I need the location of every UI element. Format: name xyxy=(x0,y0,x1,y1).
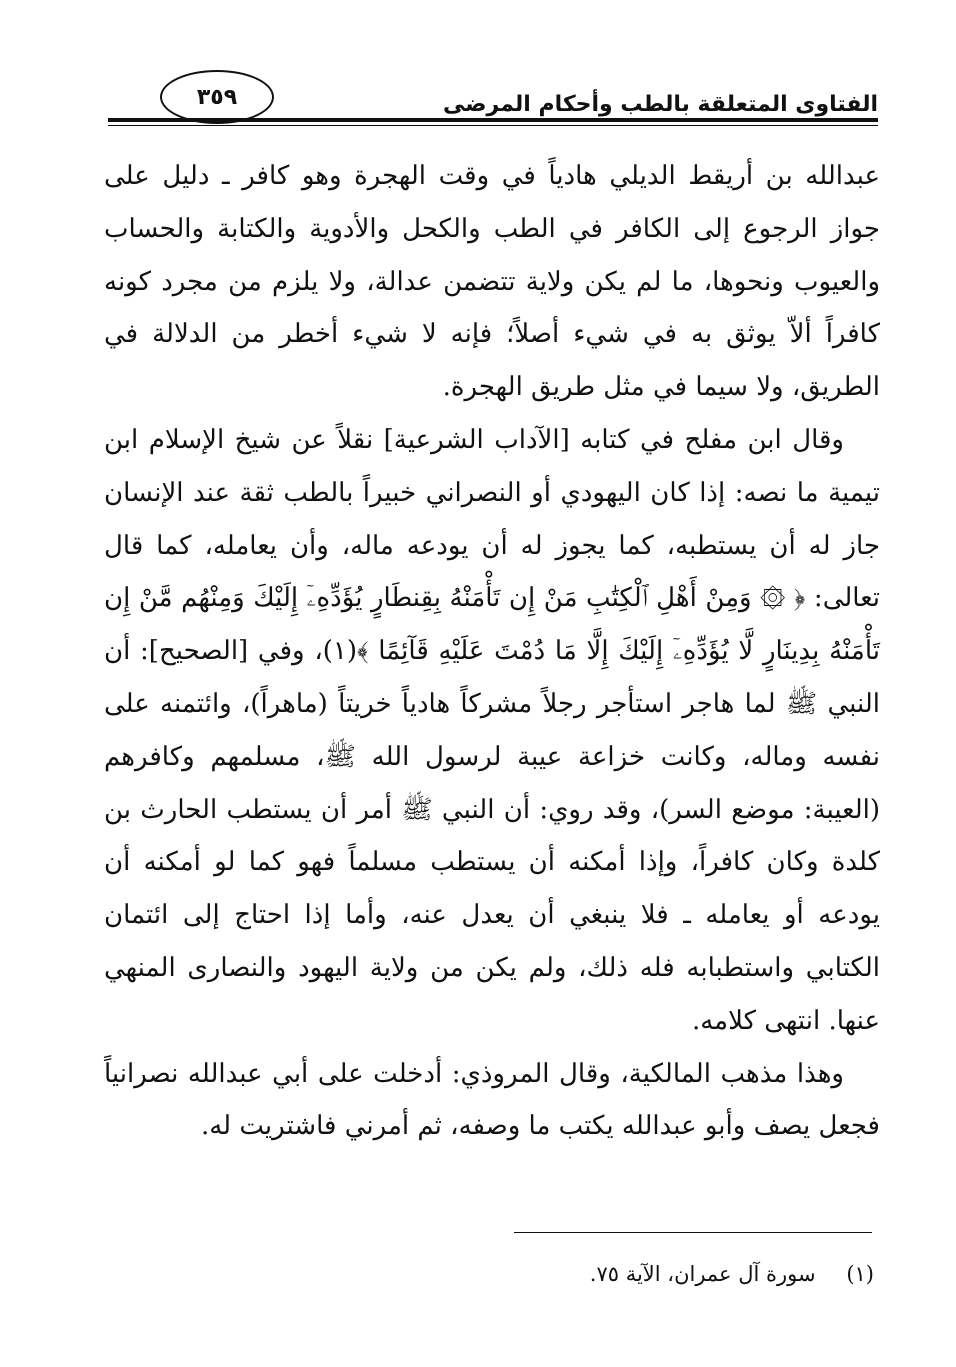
page-number: ٣٥٩ xyxy=(160,70,274,124)
paragraph-1: عبدالله بن أريقط الديلي هادياً في وقت الهجرة وهو كافر ـ دليل على جواز الرجوع إلى الكافر في الطب والكحل والأدوية والكتابة والحساب والعيوب ونحوها، ما لم يكن ولاية تتضمن عدالة، ولا يلزم من مجرد كونه كافراً ألاّ يوثق به في شيء أصلاً؛ فإنه لا شيء أخطر من الدلالة في الطريق، ولا سيما في مثل طريق الهجرة. xyxy=(104,161,880,403)
header-rule-thick xyxy=(108,118,878,122)
paragraph-2: وقال ابن مفلح في كتابه [الآداب الشرعية] نقلاً عن شيخ الإسلام ابن تيمية ما نصه: إذا كان اليهودي أو النصراني خبيراً بالطب ثقة عند الإنسان جاز له أن يستطبه، كما يجوز له أن يودعه ماله، وأن يعامله، كما قال تعالى: ﴿ ۞ وَمِنْ أَهْلِ ٱلْكِتَٰبِ مَنْ إِن تَأْمَنْهُ بِقِنطَارٍ يُؤَدِّهِۦٓ إِلَيْكَ وَمِنْهُم مَّنْ إِن تَأْمَنْهُ بِدِينَارٍ لَّا يُؤَدِّهِۦٓ إِلَيْكَ إِلَّا مَا دُمْتَ عَلَيْهِ قَآئِمًا ﴾(١)، وفي [الصحيح]: أن النبي ﷺ لما هاجر استأجر رجلاً مشركاً هادياً خريتاً (ماهراً)، وائتمنه على نفسه وماله، وكانت خزاعة عيبة لرسول الله ﷺ، مسلمهم وكافرهم (العيبة: موضع السر)، وقد روي: أن النبي ﷺ أمر أن يستطب الحارث بن كلدة وكان كافراً، وإذا أمكنه أن يستطب مسلماً فهو كما لو أمكنه أن يودعه أو يعامله ـ فلا ينبغي أن يعدل عنه، وأما إذا احتاج إلى ائتمان الكتابي واستطبابه فله ذلك، ولم يكن من ولاية اليهود والنصارى المنهي عنها. انتهى كلامه. xyxy=(104,424,880,1036)
header-rule-thin xyxy=(108,125,878,126)
page-header xyxy=(108,66,878,124)
footnote xyxy=(590,1262,874,1286)
running-title: الفتاوى المتعلقة بالطب وأحكام المرضى xyxy=(443,92,878,117)
paragraph-3: وهذا مذهب المالكية، وقال المروذي: أدخلت على أبي عبدالله نصرانياً فجعل يصف وأبو عبدالله يكتب ما وصفه، ثم أمرني فاشتريت له. xyxy=(104,1058,880,1142)
footnote-rule xyxy=(514,1232,872,1233)
body-text xyxy=(104,150,880,1153)
footnote-marker: (١) xyxy=(846,1262,874,1286)
footnote-text: سورة آل عمران، الآية ٧٥. xyxy=(589,1262,816,1286)
